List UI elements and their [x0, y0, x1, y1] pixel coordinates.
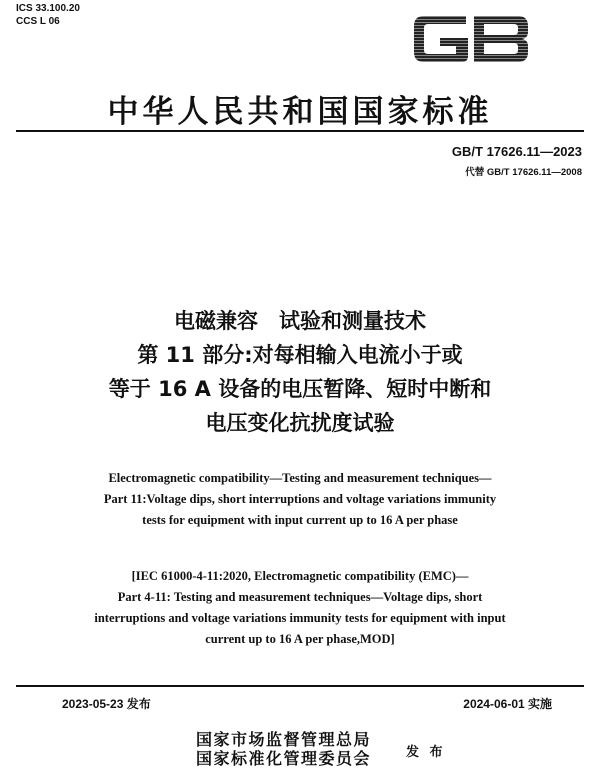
classification-codes — [16, 2, 80, 28]
iec-reference-line: [IEC 61000-4-11:2020, Electromagnetic compatibility (EMC)— — [131, 569, 469, 583]
publish-date: 2023-05-23 发布 — [62, 697, 151, 711]
english-title — [0, 468, 600, 531]
gb-logo — [410, 8, 532, 68]
issuer-samr: 国家市场监督管理总局 — [196, 730, 372, 749]
chinese-title-line: 第 11 部分:对每相输入电流小于或 — [137, 343, 463, 367]
logo-text: GB — [410, 8, 412, 9]
english-title-line: Electromagnetic compatibility—Testing and measurement techniques— — [108, 471, 492, 485]
standard-number: GB/T 17626.11—2023 — [451, 144, 582, 159]
bottom-divider — [16, 685, 584, 687]
issue-label: 发 布 — [406, 745, 446, 760]
ics-code: ICS 33.100.20 — [16, 3, 80, 14]
english-title-line: tests for equipment with input current up to 16 A per phase — [142, 513, 458, 527]
iec-reference-line: interruptions and voltage variations immunity tests for equipment with input — [94, 611, 506, 625]
iec-reference-line: current up to 16 A per phase,MOD] — [205, 632, 395, 646]
replaces-standard: 代替 GB/T 17626.11—2008 — [465, 167, 582, 178]
implementation-date: 2024-06-01 实施 — [463, 697, 552, 711]
national-standard-title: 中华人民共和国国家标准 — [107, 94, 493, 130]
iec-reference-line: Part 4-11: Testing and measurement techniques—Voltage dips, short — [117, 590, 483, 604]
top-divider — [16, 130, 584, 132]
iec-reference — [0, 566, 600, 650]
english-title-line: Part 11:Voltage dips, short interruptions and voltage variations immunity — [103, 492, 497, 506]
issuer-sac: 国家标准化管理委员会 — [196, 749, 372, 768]
chinese-title-line: 等于 16 A 设备的电压暂降、短时中断和 — [108, 377, 492, 401]
chinese-title — [0, 304, 600, 440]
issuing-authorities — [196, 730, 371, 768]
chinese-title-line: 电压变化抗扰度试验 — [205, 411, 395, 435]
ccs-code: CCS L 06 — [16, 16, 60, 27]
chinese-title-line: 电磁兼容 试验和测量技术 — [174, 309, 426, 333]
